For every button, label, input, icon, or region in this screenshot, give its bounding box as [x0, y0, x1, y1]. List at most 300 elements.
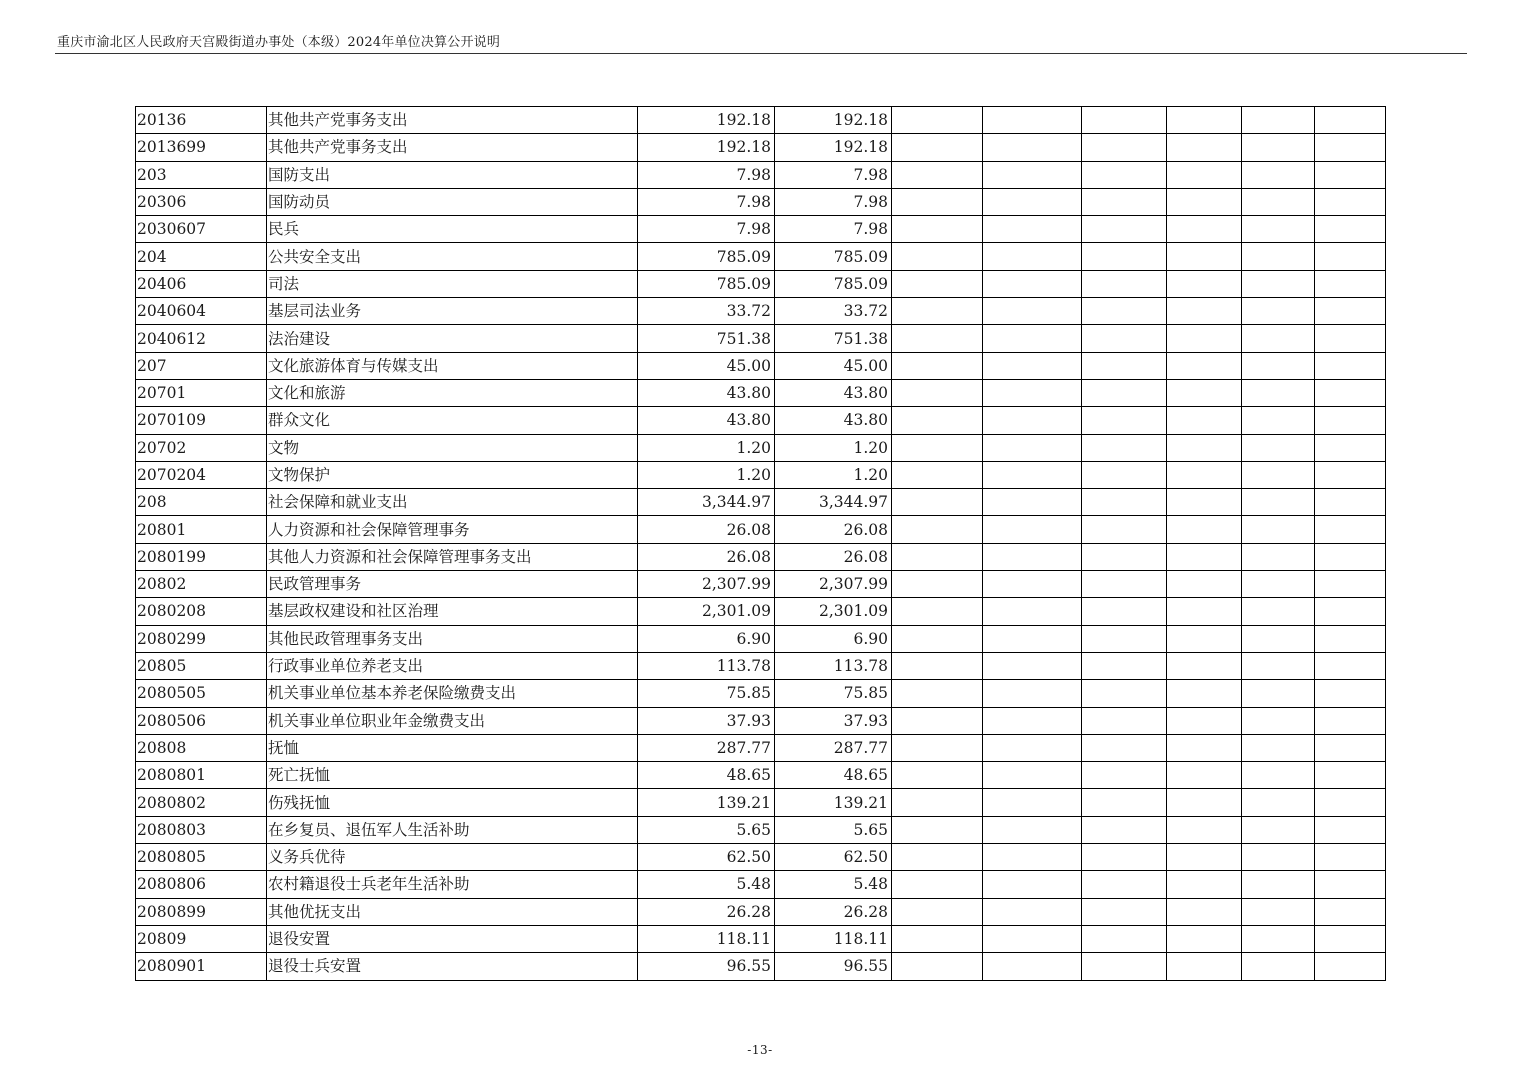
table-row: [136, 216, 1386, 243]
basic-expenditure-cell: 751.38: [775, 325, 892, 352]
empty-cell: [983, 898, 1082, 925]
total-amount-cell: 5.65: [638, 816, 775, 843]
empty-cell: [892, 734, 983, 761]
empty-cell: [1315, 625, 1386, 652]
empty-cell: [983, 216, 1082, 243]
empty-cell: [1167, 134, 1242, 161]
table-row: [136, 871, 1386, 898]
basic-expenditure-cell: 7.98: [775, 188, 892, 215]
empty-cell: [983, 652, 1082, 679]
subject-code-cell: 208: [136, 489, 267, 516]
table-row: [136, 816, 1386, 843]
table-row: [136, 352, 1386, 379]
subject-name-cell: 伤残抚恤: [267, 789, 638, 816]
empty-cell: [1167, 243, 1242, 270]
empty-cell: [983, 543, 1082, 570]
total-amount-cell: 287.77: [638, 734, 775, 761]
empty-cell: [1167, 816, 1242, 843]
basic-expenditure-cell: 5.65: [775, 816, 892, 843]
table-row: [136, 844, 1386, 871]
basic-expenditure-cell: 26.08: [775, 516, 892, 543]
empty-cell: [1082, 243, 1167, 270]
empty-cell: [1242, 134, 1315, 161]
empty-cell: [1315, 216, 1386, 243]
empty-cell: [983, 844, 1082, 871]
subject-name-cell: 群众文化: [267, 407, 638, 434]
empty-cell: [983, 379, 1082, 406]
empty-cell: [1242, 516, 1315, 543]
empty-cell: [1315, 107, 1386, 134]
subject-code-cell: 2013699: [136, 134, 267, 161]
table-row: [136, 270, 1386, 297]
empty-cell: [1167, 871, 1242, 898]
subject-code-cell: 2080803: [136, 816, 267, 843]
empty-cell: [1315, 461, 1386, 488]
empty-cell: [1082, 762, 1167, 789]
empty-cell: [1167, 925, 1242, 952]
empty-cell: [1167, 953, 1242, 980]
empty-cell: [892, 379, 983, 406]
empty-cell: [983, 571, 1082, 598]
empty-cell: [1167, 434, 1242, 461]
empty-cell: [1242, 871, 1315, 898]
subject-code-cell: 203: [136, 161, 267, 188]
empty-cell: [1082, 652, 1167, 679]
expenditure-table: [135, 106, 1386, 981]
empty-cell: [983, 407, 1082, 434]
empty-cell: [1315, 707, 1386, 734]
empty-cell: [1315, 489, 1386, 516]
empty-cell: [983, 789, 1082, 816]
empty-cell: [1082, 134, 1167, 161]
subject-name-cell: 社会保障和就业支出: [267, 489, 638, 516]
subject-name-cell: 基层司法业务: [267, 298, 638, 325]
empty-cell: [1167, 571, 1242, 598]
empty-cell: [1315, 925, 1386, 952]
subject-name-cell: 其他共产党事务支出: [267, 107, 638, 134]
table-row: [136, 379, 1386, 406]
basic-expenditure-cell: 75.85: [775, 680, 892, 707]
empty-cell: [1242, 325, 1315, 352]
empty-cell: [983, 598, 1082, 625]
subject-code-cell: 2080805: [136, 844, 267, 871]
subject-name-cell: 民兵: [267, 216, 638, 243]
empty-cell: [1242, 407, 1315, 434]
subject-name-cell: 文化和旅游: [267, 379, 638, 406]
empty-cell: [983, 325, 1082, 352]
empty-cell: [1082, 543, 1167, 570]
table-body: [136, 107, 1386, 981]
subject-code-cell: 2070204: [136, 461, 267, 488]
empty-cell: [1315, 188, 1386, 215]
basic-expenditure-cell: 2,301.09: [775, 598, 892, 625]
empty-cell: [983, 161, 1082, 188]
table-row: [136, 243, 1386, 270]
empty-cell: [892, 844, 983, 871]
empty-cell: [1315, 898, 1386, 925]
empty-cell: [1167, 216, 1242, 243]
empty-cell: [1167, 379, 1242, 406]
empty-cell: [1082, 325, 1167, 352]
total-amount-cell: 45.00: [638, 352, 775, 379]
subject-name-cell: 文物: [267, 434, 638, 461]
subject-name-cell: 退役安置: [267, 925, 638, 952]
empty-cell: [1167, 325, 1242, 352]
subject-code-cell: 2080505: [136, 680, 267, 707]
total-amount-cell: 37.93: [638, 707, 775, 734]
empty-cell: [1167, 270, 1242, 297]
document-header-title: 重庆市渝北区人民政府天宫殿街道办事处（本级）2024年单位决算公开说明: [57, 35, 501, 50]
empty-cell: [1315, 571, 1386, 598]
basic-expenditure-cell: 7.98: [775, 216, 892, 243]
empty-cell: [983, 352, 1082, 379]
subject-code-cell: 204: [136, 243, 267, 270]
empty-cell: [1167, 161, 1242, 188]
empty-cell: [983, 625, 1082, 652]
empty-cell: [892, 188, 983, 215]
subject-name-cell: 机关事业单位职业年金缴费支出: [267, 707, 638, 734]
subject-code-cell: 2080801: [136, 762, 267, 789]
table-row: [136, 925, 1386, 952]
total-amount-cell: 2,301.09: [638, 598, 775, 625]
empty-cell: [1242, 762, 1315, 789]
empty-cell: [1082, 461, 1167, 488]
empty-cell: [892, 516, 983, 543]
empty-cell: [892, 461, 983, 488]
table-row: [136, 652, 1386, 679]
empty-cell: [1242, 379, 1315, 406]
empty-cell: [1082, 516, 1167, 543]
basic-expenditure-cell: 96.55: [775, 953, 892, 980]
empty-cell: [892, 243, 983, 270]
total-amount-cell: 785.09: [638, 243, 775, 270]
subject-code-cell: 20801: [136, 516, 267, 543]
empty-cell: [1242, 816, 1315, 843]
basic-expenditure-cell: 192.18: [775, 134, 892, 161]
empty-cell: [983, 434, 1082, 461]
empty-cell: [1315, 516, 1386, 543]
subject-code-cell: 2040604: [136, 298, 267, 325]
empty-cell: [1315, 816, 1386, 843]
empty-cell: [983, 734, 1082, 761]
empty-cell: [892, 598, 983, 625]
empty-cell: [1167, 844, 1242, 871]
empty-cell: [1167, 188, 1242, 215]
empty-cell: [892, 816, 983, 843]
table-row: [136, 188, 1386, 215]
basic-expenditure-cell: 192.18: [775, 107, 892, 134]
empty-cell: [1315, 243, 1386, 270]
empty-cell: [1082, 871, 1167, 898]
empty-cell: [1082, 407, 1167, 434]
basic-expenditure-cell: 113.78: [775, 652, 892, 679]
empty-cell: [1167, 516, 1242, 543]
empty-cell: [892, 652, 983, 679]
empty-cell: [1315, 762, 1386, 789]
subject-code-cell: 20702: [136, 434, 267, 461]
total-amount-cell: 192.18: [638, 107, 775, 134]
subject-name-cell: 文物保护: [267, 461, 638, 488]
empty-cell: [1082, 270, 1167, 297]
table-row: [136, 734, 1386, 761]
empty-cell: [1082, 789, 1167, 816]
empty-cell: [892, 762, 983, 789]
table-row: [136, 407, 1386, 434]
empty-cell: [892, 953, 983, 980]
empty-cell: [983, 270, 1082, 297]
total-amount-cell: 113.78: [638, 652, 775, 679]
empty-cell: [1167, 707, 1242, 734]
subject-code-cell: 2080806: [136, 871, 267, 898]
total-amount-cell: 785.09: [638, 270, 775, 297]
subject-name-cell: 行政事业单位养老支出: [267, 652, 638, 679]
total-amount-cell: 2,307.99: [638, 571, 775, 598]
empty-cell: [1242, 461, 1315, 488]
total-amount-cell: 7.98: [638, 161, 775, 188]
subject-code-cell: 20808: [136, 734, 267, 761]
empty-cell: [1082, 680, 1167, 707]
empty-cell: [1082, 925, 1167, 952]
total-amount-cell: 43.80: [638, 379, 775, 406]
empty-cell: [1082, 898, 1167, 925]
empty-cell: [983, 107, 1082, 134]
empty-cell: [892, 543, 983, 570]
total-amount-cell: 26.28: [638, 898, 775, 925]
basic-expenditure-cell: 3,344.97: [775, 489, 892, 516]
empty-cell: [892, 107, 983, 134]
empty-cell: [1167, 407, 1242, 434]
empty-cell: [1082, 216, 1167, 243]
empty-cell: [1242, 107, 1315, 134]
empty-cell: [983, 925, 1082, 952]
empty-cell: [983, 298, 1082, 325]
subject-name-cell: 义务兵优待: [267, 844, 638, 871]
empty-cell: [1315, 598, 1386, 625]
empty-cell: [983, 953, 1082, 980]
basic-expenditure-cell: 6.90: [775, 625, 892, 652]
empty-cell: [1082, 625, 1167, 652]
subject-code-cell: 20802: [136, 571, 267, 598]
total-amount-cell: 1.20: [638, 434, 775, 461]
table-row: [136, 953, 1386, 980]
table-row: [136, 762, 1386, 789]
table-row: [136, 598, 1386, 625]
empty-cell: [983, 816, 1082, 843]
empty-cell: [1167, 762, 1242, 789]
empty-cell: [1082, 188, 1167, 215]
empty-cell: [1242, 543, 1315, 570]
total-amount-cell: 75.85: [638, 680, 775, 707]
empty-cell: [892, 352, 983, 379]
empty-cell: [1242, 734, 1315, 761]
total-amount-cell: 118.11: [638, 925, 775, 952]
subject-name-cell: 农村籍退役士兵老年生活补助: [267, 871, 638, 898]
empty-cell: [1315, 161, 1386, 188]
empty-cell: [983, 489, 1082, 516]
subject-code-cell: 2080901: [136, 953, 267, 980]
empty-cell: [892, 325, 983, 352]
empty-cell: [983, 516, 1082, 543]
total-amount-cell: 62.50: [638, 844, 775, 871]
empty-cell: [892, 571, 983, 598]
empty-cell: [1242, 243, 1315, 270]
subject-name-cell: 退役士兵安置: [267, 953, 638, 980]
subject-code-cell: 20805: [136, 652, 267, 679]
empty-cell: [1082, 489, 1167, 516]
subject-code-cell: 2080506: [136, 707, 267, 734]
empty-cell: [1242, 652, 1315, 679]
table-row: [136, 298, 1386, 325]
empty-cell: [892, 925, 983, 952]
empty-cell: [892, 789, 983, 816]
empty-cell: [1082, 107, 1167, 134]
empty-cell: [1082, 844, 1167, 871]
empty-cell: [1315, 543, 1386, 570]
basic-expenditure-cell: 5.48: [775, 871, 892, 898]
total-amount-cell: 6.90: [638, 625, 775, 652]
basic-expenditure-cell: 7.98: [775, 161, 892, 188]
subject-code-cell: 2080299: [136, 625, 267, 652]
basic-expenditure-cell: 139.21: [775, 789, 892, 816]
basic-expenditure-cell: 43.80: [775, 407, 892, 434]
basic-expenditure-cell: 2,307.99: [775, 571, 892, 598]
basic-expenditure-cell: 26.28: [775, 898, 892, 925]
empty-cell: [1082, 816, 1167, 843]
empty-cell: [1242, 216, 1315, 243]
subject-name-cell: 法治建设: [267, 325, 638, 352]
subject-name-cell: 公共安全支出: [267, 243, 638, 270]
subject-name-cell: 民政管理事务: [267, 571, 638, 598]
empty-cell: [1242, 925, 1315, 952]
total-amount-cell: 751.38: [638, 325, 775, 352]
empty-cell: [1082, 953, 1167, 980]
table-row: [136, 161, 1386, 188]
subject-name-cell: 人力资源和社会保障管理事务: [267, 516, 638, 543]
table-row: [136, 571, 1386, 598]
subject-code-cell: 2070109: [136, 407, 267, 434]
empty-cell: [983, 134, 1082, 161]
empty-cell: [1242, 352, 1315, 379]
empty-cell: [1167, 461, 1242, 488]
subject-code-cell: 2080208: [136, 598, 267, 625]
total-amount-cell: 48.65: [638, 762, 775, 789]
empty-cell: [1315, 871, 1386, 898]
subject-name-cell: 抚恤: [267, 734, 638, 761]
empty-cell: [892, 898, 983, 925]
total-amount-cell: 1.20: [638, 461, 775, 488]
empty-cell: [1315, 953, 1386, 980]
empty-cell: [892, 407, 983, 434]
total-amount-cell: 7.98: [638, 188, 775, 215]
empty-cell: [1242, 489, 1315, 516]
basic-expenditure-cell: 26.08: [775, 543, 892, 570]
basic-expenditure-cell: 785.09: [775, 243, 892, 270]
total-amount-cell: 192.18: [638, 134, 775, 161]
empty-cell: [983, 461, 1082, 488]
subject-code-cell: 20306: [136, 188, 267, 215]
subject-code-cell: 20136: [136, 107, 267, 134]
total-amount-cell: 43.80: [638, 407, 775, 434]
table-row: [136, 680, 1386, 707]
empty-cell: [1315, 734, 1386, 761]
empty-cell: [892, 707, 983, 734]
empty-cell: [892, 871, 983, 898]
table-row: [136, 789, 1386, 816]
empty-cell: [892, 489, 983, 516]
empty-cell: [1167, 598, 1242, 625]
empty-cell: [1167, 789, 1242, 816]
total-amount-cell: 139.21: [638, 789, 775, 816]
basic-expenditure-cell: 33.72: [775, 298, 892, 325]
table-row: [136, 434, 1386, 461]
subject-code-cell: 20809: [136, 925, 267, 952]
empty-cell: [1242, 434, 1315, 461]
subject-code-cell: 2030607: [136, 216, 267, 243]
subject-code-cell: 2080899: [136, 898, 267, 925]
table-row: [136, 707, 1386, 734]
empty-cell: [1167, 298, 1242, 325]
empty-cell: [1242, 598, 1315, 625]
empty-cell: [983, 188, 1082, 215]
page-number: -13-: [747, 1043, 773, 1057]
empty-cell: [1242, 844, 1315, 871]
subject-name-cell: 司法: [267, 270, 638, 297]
empty-cell: [1242, 707, 1315, 734]
empty-cell: [1315, 789, 1386, 816]
empty-cell: [1315, 325, 1386, 352]
total-amount-cell: 7.98: [638, 216, 775, 243]
table-row: [136, 134, 1386, 161]
basic-expenditure-cell: 62.50: [775, 844, 892, 871]
subject-code-cell: 2040612: [136, 325, 267, 352]
empty-cell: [892, 161, 983, 188]
total-amount-cell: 26.08: [638, 516, 775, 543]
empty-cell: [1242, 571, 1315, 598]
subject-code-cell: 2080199: [136, 543, 267, 570]
basic-expenditure-cell: 37.93: [775, 707, 892, 734]
empty-cell: [892, 625, 983, 652]
empty-cell: [983, 871, 1082, 898]
empty-cell: [1315, 270, 1386, 297]
empty-cell: [892, 298, 983, 325]
total-amount-cell: 33.72: [638, 298, 775, 325]
subject-name-cell: 其他共产党事务支出: [267, 134, 638, 161]
subject-name-cell: 死亡抚恤: [267, 762, 638, 789]
empty-cell: [1315, 134, 1386, 161]
table-row: [136, 543, 1386, 570]
empty-cell: [1242, 298, 1315, 325]
empty-cell: [1315, 379, 1386, 406]
table-row: [136, 325, 1386, 352]
empty-cell: [1082, 734, 1167, 761]
empty-cell: [1167, 543, 1242, 570]
empty-cell: [1167, 625, 1242, 652]
subject-name-cell: 在乡复员、退伍军人生活补助: [267, 816, 638, 843]
subject-code-cell: 2080802: [136, 789, 267, 816]
table-row: [136, 489, 1386, 516]
empty-cell: [1167, 680, 1242, 707]
total-amount-cell: 26.08: [638, 543, 775, 570]
empty-cell: [892, 216, 983, 243]
empty-cell: [892, 270, 983, 297]
total-amount-cell: 3,344.97: [638, 489, 775, 516]
subject-name-cell: 其他优抚支出: [267, 898, 638, 925]
empty-cell: [1082, 352, 1167, 379]
subject-code-cell: 20701: [136, 379, 267, 406]
basic-expenditure-cell: 1.20: [775, 461, 892, 488]
empty-cell: [1242, 625, 1315, 652]
empty-cell: [1167, 652, 1242, 679]
